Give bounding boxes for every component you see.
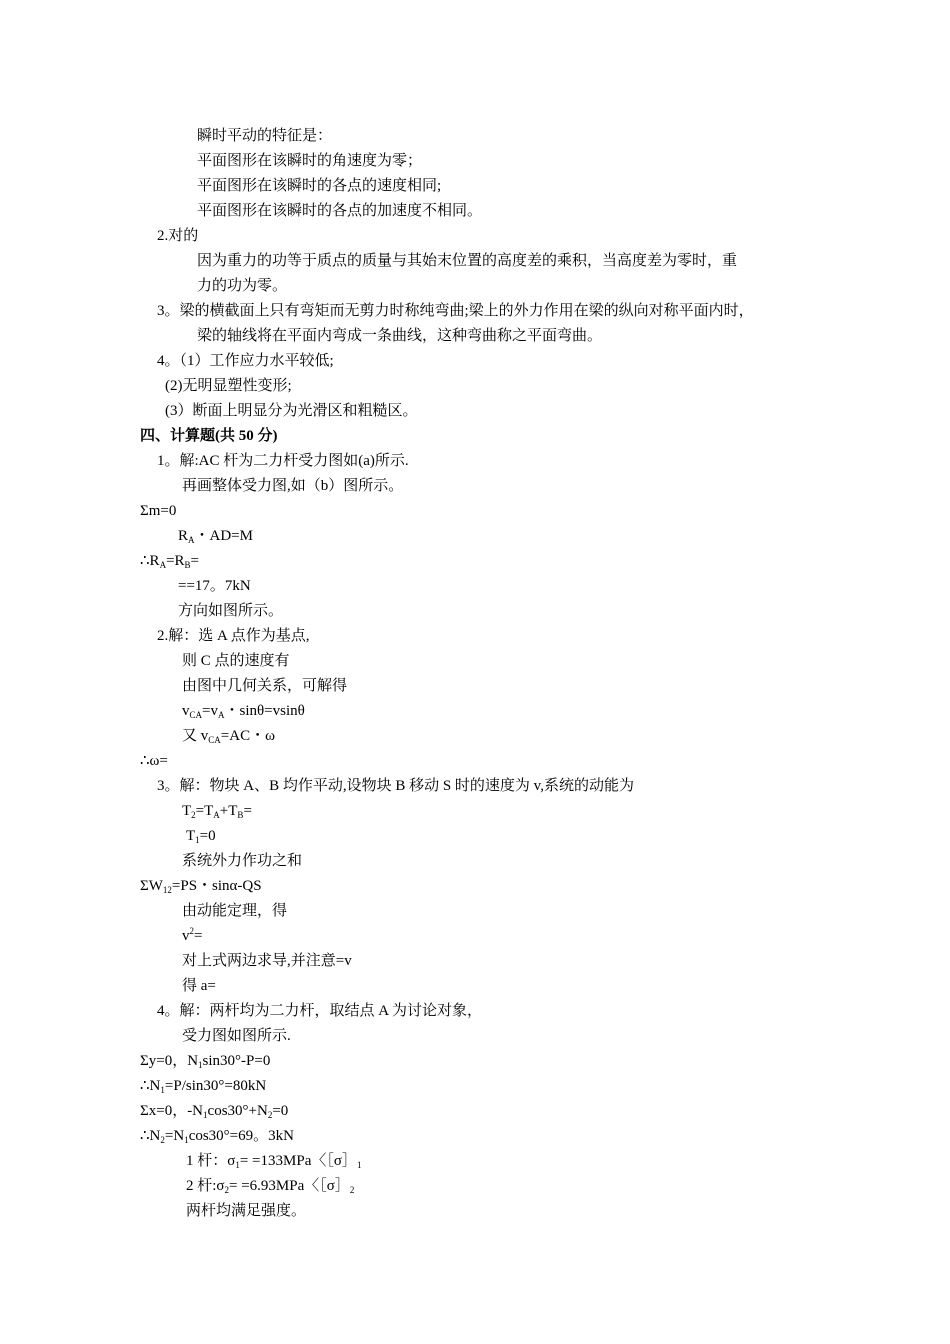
- text-line: 受力图如图所示.: [182, 1028, 291, 1044]
- text-line: 1。解:AC 杆为二力杆受力图如(a)所示.: [157, 453, 409, 469]
- text-line: 平面图形在该瞬时的各点的加速度不相同。: [197, 203, 483, 219]
- equation-line: Σx=0，$-N_1\cos 30^\circ+N_2=0$: [140, 1103, 289, 1120]
- text-line: 则 C 点的速度有: [182, 653, 290, 669]
- text-line: 平面图形在该瞬时的各点的速度相同;: [197, 178, 442, 194]
- text-line: 梁的轴线将在平面内弯成一条曲线，这种弯曲称之平面弯曲。: [197, 328, 603, 344]
- text-line: 方向如图所示。: [178, 603, 284, 619]
- equation-line: $\therefore N_2=N_1\cos 30^\circ=69$。3kN: [140, 1128, 294, 1145]
- text-line: 2.解：选 A 点作为基点,: [157, 628, 310, 644]
- equation-line: $v_{CA}=v_A$・sinθ=vsinθ: [182, 703, 305, 720]
- equation-line: $v^2=$: [182, 926, 203, 944]
- equation-line: ∴ω=: [140, 753, 168, 769]
- text-line: 由动能定理，得: [182, 903, 288, 919]
- text-line: (2)无明显塑性变形;: [165, 378, 292, 394]
- equation-line: $T_1=0$: [186, 828, 216, 845]
- text-line: (3）断面上明显分为光滑区和粗糙区。: [165, 403, 418, 419]
- text-line: 系统外力作功之和: [182, 853, 303, 869]
- equation-line: $\therefore R_A=R_B=$: [140, 553, 200, 570]
- text-line: 4。解：两杆均为二力杆，取结点 A 为讨论对象，: [157, 1003, 483, 1019]
- equation-line: $T_2=T_A+T_B=$: [182, 803, 252, 820]
- equation-line: Σy=0，$N_1\sin 30^\circ-P=0$: [140, 1053, 271, 1070]
- text-line: 对上式两边求导,并注意=v: [182, 953, 352, 969]
- text-line: 2.对的: [157, 228, 199, 244]
- equation-line: $R_A$・AD=M: [178, 528, 253, 545]
- equation-line: $\therefore N_1=P/\sin 30^\circ=80kN$: [140, 1078, 267, 1095]
- equation-line: Σm=0: [140, 503, 177, 519]
- equation-line: ==17。7kN: [178, 578, 251, 594]
- equation-line: $\Sigma W_{12}=PS$・sinα-QS: [140, 878, 262, 895]
- text-line: 4。（1）工作应力水平较低;: [157, 353, 334, 369]
- text-line: 3。解：物块 A、B 均作平动,设物块 B 移动 S 时的速度为 v,系统的动能为: [157, 778, 634, 794]
- text-line: 由图中几何关系，可解得: [182, 678, 348, 694]
- text-line: 因为重力的功等于质点的质量与其始末位置的高度差的乘积，当高度差为零时，重: [197, 253, 738, 269]
- text-line: 瞬时平动的特征是：: [197, 128, 333, 144]
- text-line: 3。梁的横截面上只有弯矩而无剪力时称纯弯曲;梁上的外力作用在梁的纵向对称平面内时，: [157, 303, 754, 319]
- equation-line: 1 杆：$\sigma_1= =133MPa$〈$[\sigma]_1$: [186, 1153, 362, 1170]
- text-line: 平面图形在该瞬时的角速度为零；: [197, 153, 423, 169]
- equation-line: 又 $v_{CA}=AC$・ω: [182, 728, 275, 745]
- text-line: 力的功为零。: [197, 278, 288, 294]
- text-line: 再画整体受力图,如（b）图所示。: [182, 478, 404, 494]
- equation-line: 得 a=: [182, 978, 216, 994]
- equation-line: 2 杆$:\sigma_2= =6.93MPa$〈$[\sigma]_2$: [186, 1178, 355, 1195]
- section-heading: 四、计算题(共 50 分): [140, 428, 278, 444]
- text-line: 两杆均满足强度。: [186, 1203, 307, 1219]
